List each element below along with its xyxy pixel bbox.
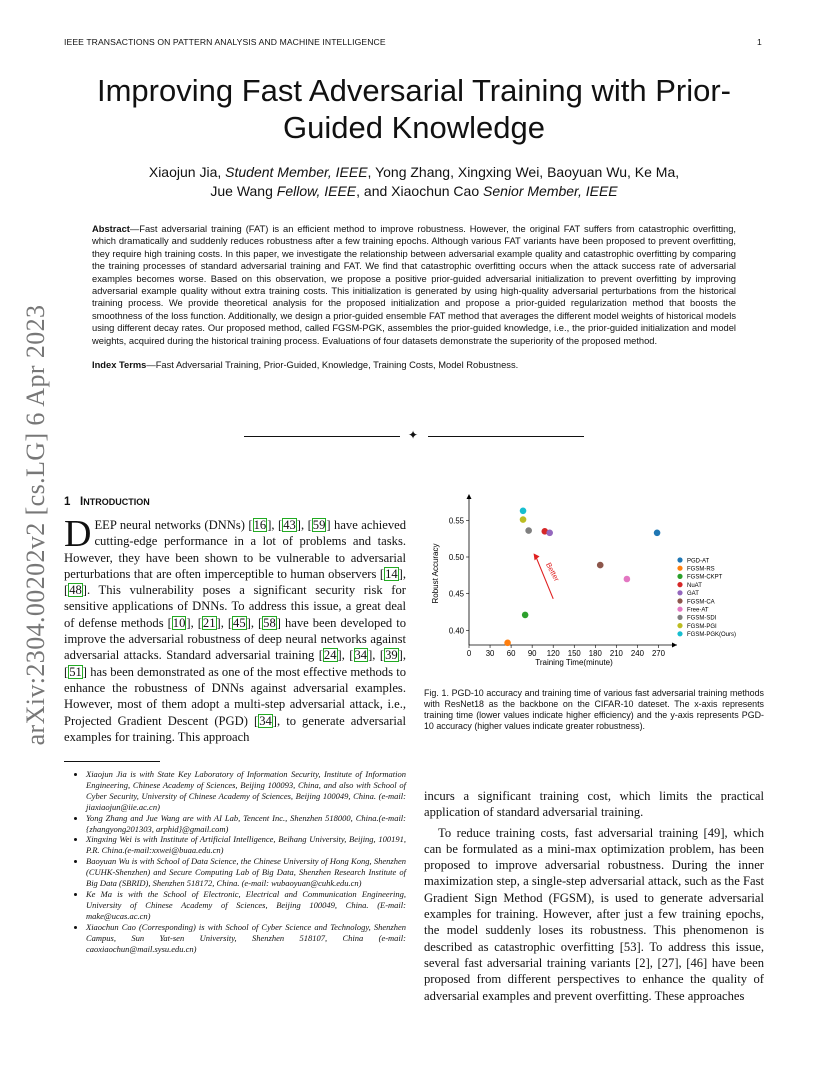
authors-line-1: Xiaojun Jia, Student Member, IEEE, Yong Zhang, Xingxing Wei, Baoyuan Wu, Ke Ma,: [148, 164, 680, 180]
legend-marker: [677, 574, 682, 579]
footnote-item: • Baoyuan Wu is with School of Data Science, the Chinese University of Hong Kong, Shenzhen (CUHK-Shenzhen) and Secure Computing Lab of Big Data, Shenzhen Research Institute of Big Data (SBRID), Shenzhen 518172, China. (e-mail: wubaoyuan@cuhk.edu.cn): [86, 856, 406, 889]
x-tick-label: 60: [506, 649, 516, 658]
index-terms: [92, 359, 736, 371]
y-axis-arrow: [467, 494, 472, 499]
legend-label: FGSM-PGI: [687, 623, 717, 630]
legend-marker: [677, 590, 682, 595]
data-point-fgsm-pgk-ours-: [520, 508, 527, 515]
data-point-fgsm-rs: [504, 640, 511, 647]
arxiv-stamp: arXiv:2304.00202v2 [cs.LG] 6 Apr 2023: [21, 304, 50, 746]
footnote-item: • Ke Ma is with the School of Electronic, Electrical and Communication Engineering, University of Chinese Academy of Sciences, Beijing 100049, China. (E-mail: make@ucas.ac.cn): [86, 889, 406, 922]
figure-1: [424, 490, 764, 680]
scatter-chart: [424, 490, 764, 680]
section-number: 1: [64, 496, 71, 508]
index-terms-label: Index Terms: [92, 360, 147, 371]
x-tick-label: 0: [466, 649, 472, 658]
better-annotation: Better: [543, 560, 562, 583]
legend-label: Free-AT: [687, 607, 709, 614]
legend-marker: [677, 615, 682, 620]
footnote-item: • Xingxing Wei is with Institute of Artificial Intelligence, Beihang University, Beijing, 100191, P.R. China.(e-mail:xxwei@buaa.edu.cn): [86, 834, 406, 856]
legend-marker: [677, 607, 682, 612]
y-tick-label: 0.45: [448, 589, 464, 599]
legend-marker: [677, 631, 682, 636]
legend-label: FGSM-RS: [687, 566, 715, 573]
intro-right-column: [424, 788, 764, 1004]
x-tick-label: 150: [567, 649, 581, 658]
divider-right: [428, 436, 584, 437]
legend-marker: [677, 623, 682, 628]
y-tick-label: 0.40: [448, 626, 464, 636]
abstract-label: Abstract: [92, 224, 130, 234]
intro-right-paragraph-1: incurs a significant training cost, which limits the practical application of standard adversarial training.: [424, 789, 764, 820]
x-tick-label: 30: [485, 649, 495, 658]
x-tick-label: 120: [546, 649, 560, 658]
page-number: 1: [757, 37, 762, 47]
data-point-fgsm-ckpt: [522, 612, 529, 619]
footnote-rule: [64, 761, 160, 762]
y-axis-label: Robust Accuracy: [431, 543, 440, 604]
data-point-pgd-at: [654, 530, 661, 537]
figure-caption: Fig. 1. PGD-10 accuracy and training time of various fast adversarial training methods with ResNet18 as the backbone on the CIFAR-10 dateset. The x-axis represents training time (lower values indicate higher efficiency) and the y-axis represents PGD-10 accuracy (higher values indicate greater robustness).: [424, 688, 764, 732]
y-tick-label: 0.50: [448, 553, 464, 562]
x-axis-arrow: [672, 643, 677, 648]
legend-label: NuAT: [687, 582, 702, 589]
intro-left-column: [64, 513, 407, 745]
intro-left-text: EEP neural networks (DNNs) [16], [43], [59] have achieved cutting-edge performance in a lot of problems and tasks. However, they have been shown to be vulnerable to adversarial perturbations that are often imperceptible to human observers [14], [48]. This vulnerability poses a significant security risk for sensitive applications of DNNs. To address this issue, a great deal of defense methods [10], [21], [45], [58] have been developed to improve the adversarial robustness of deep neural networks against adversarial attacks. Standard adversarial training [24], [34], [39], [51] has been demonstrated as one of the most effective methods to enhance the robustness of DNNs against adversarial examples. However, most of them adopt a multi-step adversarial attack, i.e., Projected Gradient Descent (PGD) [34], to generate adversarial examples for training. This approach: [64, 518, 407, 744]
abstract: [92, 223, 736, 371]
x-axis-label: Training Time(minute): [535, 658, 613, 667]
legend-marker: [677, 557, 682, 562]
legend-label: FGSM-SDI: [687, 615, 717, 622]
x-tick-label: 240: [630, 649, 644, 658]
footnote-item: • Xiaojun Jia is with State Key Laboratory of Information Security, Institute of Information Engineering, Chinese Academy of Sciences, Beijing 100093, China, and also with School of Cyber Security, University of Chinese Academy of Sciences, Beijing 100049, China. (e-mail: jiaxiaojun@iie.ac.cn): [86, 769, 406, 813]
data-point-fgsm-ca: [597, 562, 604, 569]
legend-marker: [677, 566, 682, 571]
legend-marker: [677, 598, 682, 603]
x-tick-label: 270: [651, 649, 665, 658]
data-point-fgsm-pgi: [520, 516, 527, 523]
index-terms-text: —Fast Adversarial Training, Prior-Guided, Knowledge, Training Costs, Model Robustness.: [146, 360, 519, 371]
divider-diamond-icon: ✦: [408, 428, 419, 442]
y-tick-label: 0.55: [448, 516, 464, 526]
author-list: [80, 163, 748, 200]
section-heading: [64, 496, 150, 508]
legend-marker: [677, 582, 682, 587]
footnote-item: • Xiaochun Cao (Corresponding) is with School of Cyber Science and Technology, Shenzhen Campus, Sun Yat-sen University, Shenzhen 518107, China (e-mail: caoxiaochun@mail.sysu.edu.cn): [86, 922, 406, 955]
authors-line-2: Jue Wang Fellow, IEEE, and Xiaochun Cao Senior Member, IEEE: [210, 182, 618, 199]
x-tick-label: 90: [527, 649, 537, 658]
legend-label: GAT: [687, 591, 699, 598]
intro-right-paragraph-2: To reduce training costs, fast adversarial training [49], which can be formulated as a mini-max optimization problem, has been proposed to improve adversarial robustness. During the inner maximization step, a single-step adversarial attack, such as the Fast Gradient Sign Method (FGSM), is used to generate adversarial examples for training. However, after just a few training epochs, the model suddenly loses its robustness. This phenomenon is described as catastrophic overfitting [53]. To address this issue, several fast adversarial training variants [2], [27], [46] have been proposed from different perspectives to enhance the quality of adversarial examples and prevent overfitting. These approaches: [424, 825, 764, 1003]
divider-left: [244, 436, 400, 437]
data-point-free-at: [624, 576, 631, 583]
legend-label: PGD-AT: [687, 558, 710, 565]
x-tick-label: 180: [588, 649, 602, 658]
data-point-gat: [546, 530, 553, 537]
legend-label: FGSM-PGK(Ours): [687, 632, 736, 639]
paper-title: Improving Fast Adversarial Training with Prior-Guided Knowledge: [96, 73, 731, 145]
legend-label: FGSM-CKPT: [687, 574, 723, 581]
section-title: INTRODUCTION: [80, 496, 150, 508]
data-point-fgsm-sdi: [525, 527, 532, 534]
x-tick-label: 210: [609, 649, 623, 658]
legend-label: FGSM-CA: [687, 599, 715, 606]
drop-cap: D: [64, 513, 92, 555]
footnotes: [64, 769, 406, 954]
footnote-item: • Yong Zhang and Jue Wang are with AI Lab, Tencent Inc., Shenzhen 518000, China.(e-mail: {zhangyong201303, arphid}@gmail.com): [86, 813, 406, 835]
abstract-text: —Fast adversarial training (FAT) is an efficient method to improve robustness. However, the original FAT suffers from catastrophic overfitting, which dramatically and suddenly reduces robustness after a few training epochs. Although various FAT variants have been proposed to prevent overfitting, they require high training costs. In this paper, we investigate the relationship between adversarial example quality and catastrophic overfitting by comparing the training processes of standard adversarial training and FAT. We find that catastrophic overfitting occurs when the attack success rate of adversarial examples becomes worse. Based on this observation, we propose a positive prior-guided adversarial initialization to prevent overfitting by improving adversarial example quality without extra training costs. This initialization is generated by using high-quality adversarial perturbations from the historical training process. We provide theoretical analysis for the proposed initialization and propose a prior-guided regularization method that boosts the smoothness of the loss function. Additionally, we design a prior-guided ensemble FAT method that averages the different model weights of historical models using different decay rates. Our proposed method, called FGSM-PGK, assembles the prior-guided knowledge, i.e., the prior-guided initialization and model weights, acquired during the historical training process. Evaluations of four datasets demonstrate the superiority of the proposed method.: [92, 224, 736, 346]
journal-header: IEEE TRANSACTIONS ON PATTERN ANALYSIS AND MACHINE INTELLIGENCE: [64, 37, 386, 47]
